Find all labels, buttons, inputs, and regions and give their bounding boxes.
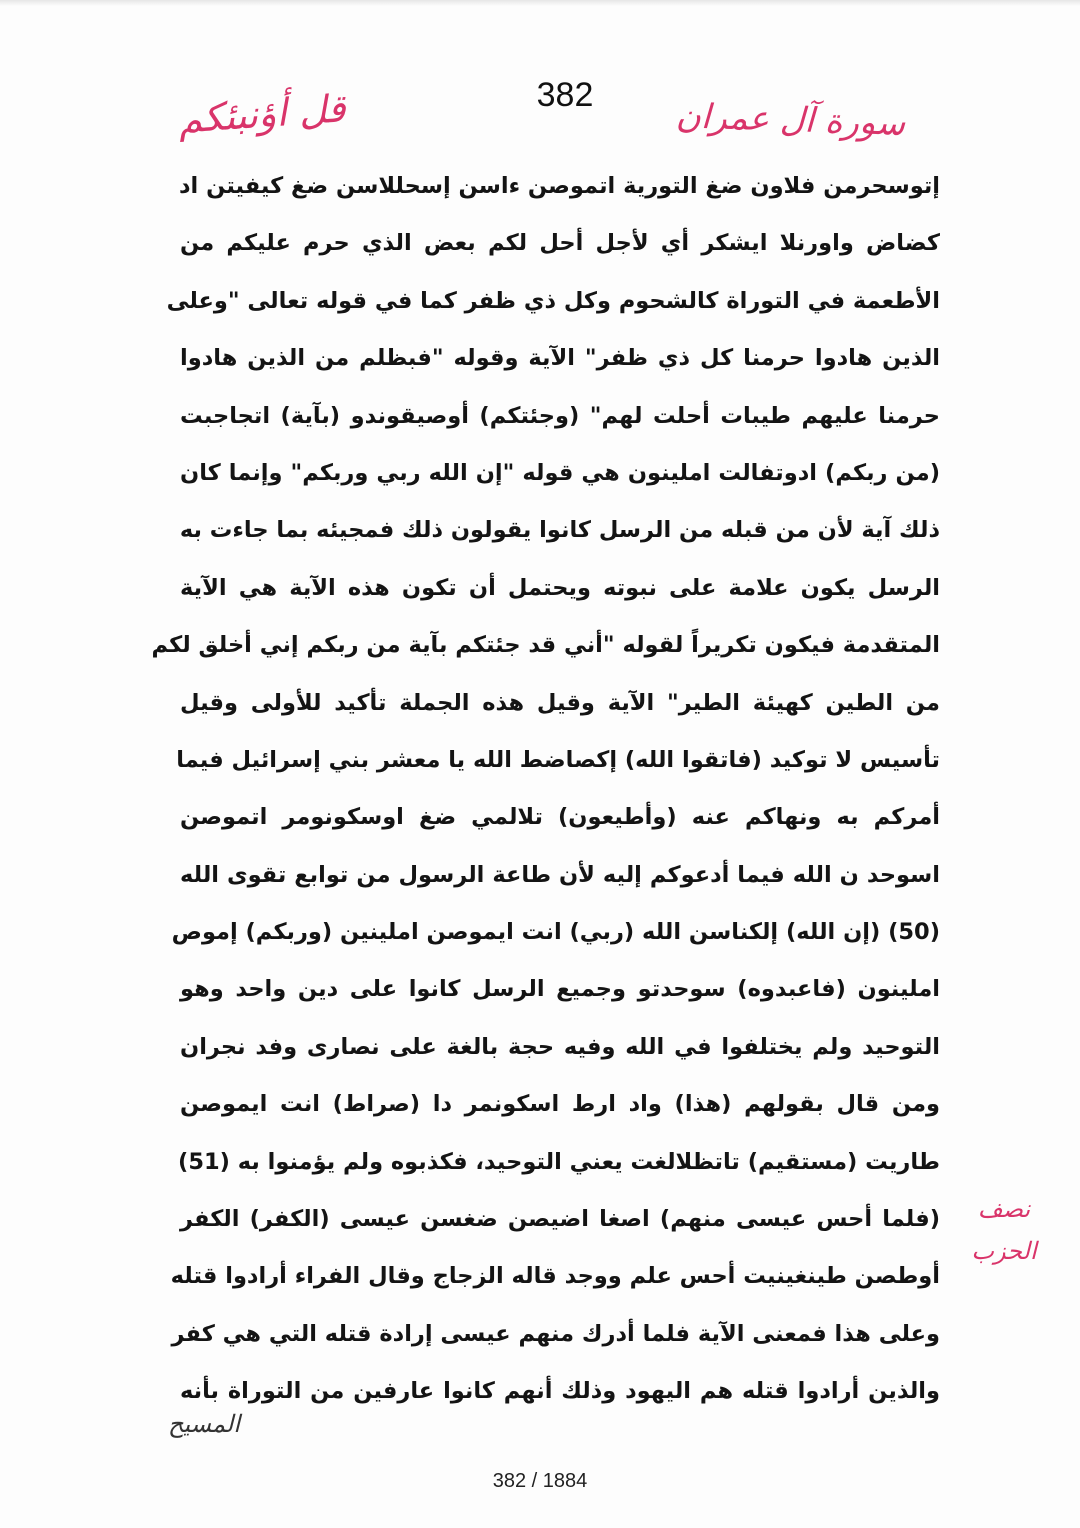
text-line: (50) (إن الله) إلكناسن الله (ربي) انت ايموصن املينين (وربكم) إموص — [171, 919, 940, 946]
text-line: الرسل يكون علامة على نبوته ويحتمل أن تكون هذه الآية هي الآية — [180, 574, 940, 601]
text-line: طاريت (مستقيم) تاتظلالغت يعني التوحيد، فكذبوه ولم يؤمنوا به (51) — [178, 1148, 940, 1175]
text-line: حرمنا عليهم طيبات أحلت لهم" (وجئتكم) أوصيقوندو (بآية) اتجاجبت — [180, 402, 940, 429]
text-line: الذين هادوا حرمنا كل ذي ظفر" الآية وقوله "فبظلم من الذين هادوا — [180, 345, 940, 372]
text-line: أمركم به ونهاكم عنه (وأطيعون) تلالمي ضغ اوسكونومر اتموصن — [180, 804, 940, 831]
text-line: كضاض واورنلا ايشكر أي لأجل أحل لكم بعض الذي حرم عليكم من — [180, 230, 940, 257]
text-line: الأطعمة في التوراة كالشحوم وكل ذي ظفر كما في قوله تعالى "وعلى — [166, 287, 940, 314]
text-line: والذين أرادوا قتله هم اليهود وذلك أنهم كانوا عارفين من التوراة بأنه — [180, 1378, 940, 1405]
text-line: اسوحد ن الله فيما أدعوكم إليه لأن طاعة الرسول من توابع تقوى الله — [180, 861, 940, 888]
text-line: ومن قال بقولهم (هذا) واد ارط اسكونمر دا (صراط) انت ايموصن — [180, 1091, 940, 1118]
text-line: ذلك آية لأن من قبله من الرسل كانوا يقولون ذلك فمجيئه بما جاءت به — [179, 517, 940, 544]
scan-edge-shadow — [0, 0, 1080, 6]
text-line: التوحيد ولم يختلفوا في الله وفيه حجة بالغة على نصارى وفد نجران — [180, 1033, 940, 1060]
text-line: إتوسحرمن فلاون ضغ التورية اتموصن ءاسن إسحللاسن ضغ كيفيتن اد — [179, 173, 940, 199]
text-line: تأسيس لا توكيد (فاتقوا الله) إكصاضط الله يا معشر بني إسرائيل فيما — [176, 746, 940, 773]
handwritten-note-top-left: قل أؤنبئكم — [176, 86, 348, 142]
body-text — [151, 158, 940, 1421]
handwritten-margin-note: نصف الحزب — [971, 1195, 1037, 1265]
text-line: أوطصن طينغينيت أحس علم ووجد قاله الزجاج وقال الفراء أرادوا قتله — [170, 1263, 940, 1290]
pagination-indicator: 382 / 1884 — [492, 1470, 588, 1492]
text-line: من الطين كهيئة الطير" الآية وقيل هذه الجملة تأكيد للأولى وقيل — [180, 689, 940, 716]
page-number: 382 — [536, 76, 594, 114]
text-line: (فلما أحس عيسى منهم) اصغا اضيصن ضغسن عيسى (الكفر) الكفر — [180, 1206, 940, 1233]
text-line: وعلى هذا فمعنى الآية فلما أدرك منهم عيسى إرادة قتله التي هي كفر — [171, 1320, 940, 1347]
text-line: المتقدمة فيكون تكريراً لقوله "أني قد جئتكم بآية من ربكم إني أخلق لكم — [151, 632, 940, 659]
text-line: (من ربكم) ادوتفالت املينون هي قوله "إن الله ربي وربكم" وإنما كان — [180, 459, 940, 486]
handwritten-surah-title: سورة آل عمران — [675, 96, 906, 144]
text-line: املينون (فاعبدوه) سوحدتو وجميع الرسل كانوا على دين واحد وهو — [180, 976, 940, 1003]
handwritten-bottom-note: المسيح — [168, 1410, 240, 1438]
